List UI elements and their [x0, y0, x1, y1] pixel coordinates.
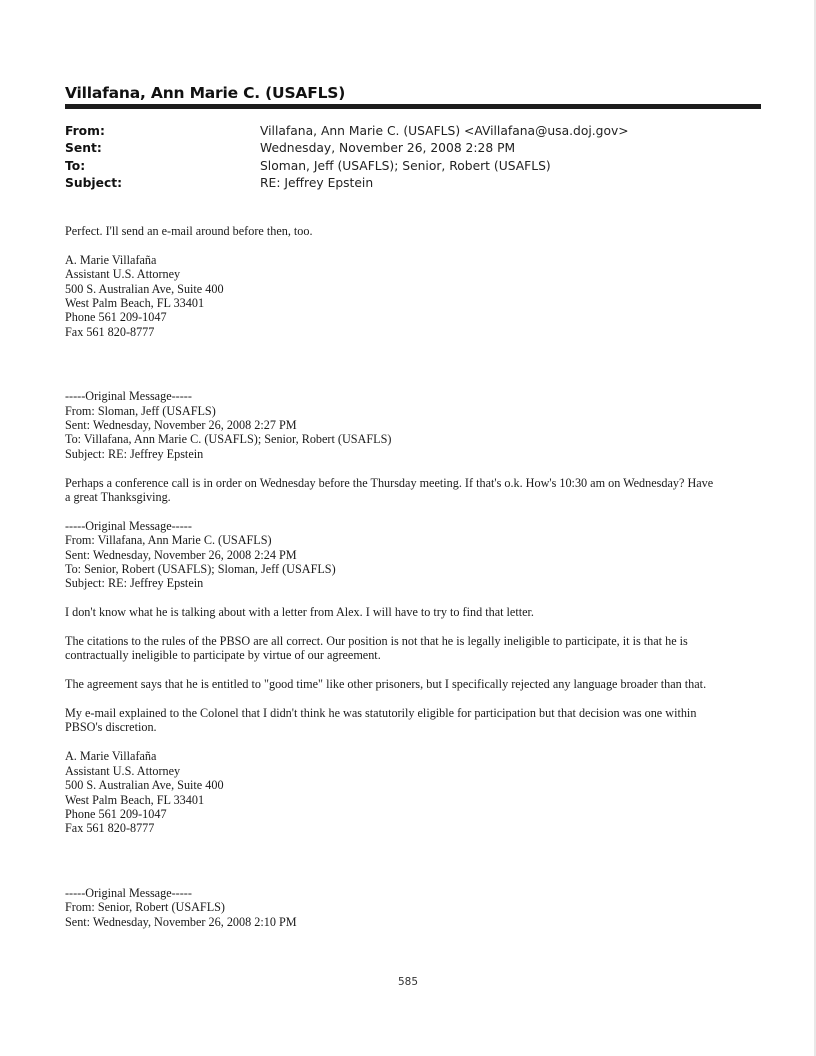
message1-body: Perfect. I'll send an e-mail around before then, too. — [65, 224, 313, 238]
message2-from: From: Sloman, Jeff (USAFLS) — [65, 403, 216, 418]
header-row-subject — [65, 176, 765, 193]
title-rule — [65, 104, 761, 109]
sent-label: Sent: — [65, 141, 102, 156]
header-row-to — [65, 159, 765, 176]
original-message-3 — [65, 519, 765, 836]
message3-sent: Sent: Wednesday, November 26, 2008 2:24 PM — [65, 547, 297, 562]
message3-subject: Subject: RE: Jeffrey Epstein — [65, 576, 204, 591]
email-header — [65, 124, 765, 193]
signature-block-1 — [65, 253, 765, 339]
header-row-sent — [65, 141, 765, 158]
document-title: Villafana, Ann Marie C. (USAFLS) — [65, 84, 346, 102]
signature-phone: Phone 561 209-1047 — [65, 806, 167, 821]
message3-para3: The agreement says that he is entitled to "good time" like other prisoners, but I specifically rejected any language broader than that. — [65, 677, 707, 692]
signature-role: Assistant U.S. Attorney — [65, 267, 181, 282]
signature-address1: 500 S. Australian Ave, Suite 400 — [65, 281, 224, 296]
message4-sent: Sent: Wednesday, November 26, 2008 2:10 PM — [65, 914, 297, 929]
signature-name: A. Marie Villafaña — [65, 252, 157, 267]
signature-role: Assistant U.S. Attorney — [65, 763, 181, 778]
message4-from: From: Senior, Robert (USAFLS) — [65, 900, 225, 915]
email-body — [65, 224, 765, 929]
message3-separator: -----Original Message----- — [65, 518, 192, 533]
from-label: From: — [65, 124, 105, 138]
signature-block-2 — [65, 749, 765, 835]
sent-value: Wednesday, November 26, 2008 2:28 PM — [260, 141, 516, 156]
page-number: 585 — [397, 976, 419, 988]
message2-to: To: Villafana, Ann Marie C. (USAFLS); Senior, Robert (USAFLS) — [65, 432, 392, 447]
subject-value: RE: Jeffrey Epstein — [260, 175, 374, 190]
from-value: Villafana, Ann Marie C. (USAFLS) <AVillafana@usa.doj.gov> — [260, 124, 629, 138]
signature-address2: West Palm Beach, FL 33401 — [65, 792, 205, 807]
message3-from: From: Villafana, Ann Marie C. (USAFLS) — [65, 533, 272, 548]
message2-separator: -----Original Message----- — [65, 389, 192, 404]
signature-fax: Fax 561 820-8777 — [65, 324, 155, 339]
message2-subject: Subject: RE: Jeffrey Epstein — [65, 446, 204, 461]
message2-body-line2: a great Thanksgiving. — [65, 490, 171, 505]
to-value: Sloman, Jeff (USAFLS); Senior, Robert (USAFLS) — [260, 158, 551, 173]
message3-para2-line1: The citations to the rules of the PBSO are all correct. Our position is not that he is legally ineligible to participate, it is that he is — [65, 634, 688, 649]
signature-phone: Phone 561 209-1047 — [65, 310, 167, 325]
message3-para4-line1: My e-mail explained to the Colonel that I didn't think he was statutorily eligible for participation but that decision was one within — [65, 706, 697, 721]
message3-para1: I don't know what he is talking about with a letter from Alex. I will have to try to find that letter. — [65, 605, 534, 620]
message2-sent: Sent: Wednesday, November 26, 2008 2:27 PM — [65, 418, 297, 433]
signature-address2: West Palm Beach, FL 33401 — [65, 296, 205, 311]
signature-name: A. Marie Villafaña — [65, 749, 157, 764]
header-row-from — [65, 124, 765, 141]
message3-to: To: Senior, Robert (USAFLS); Sloman, Jeff (USAFLS) — [65, 562, 336, 577]
message2-body-line1: Perhaps a conference call is in order on Wednesday before the Thursday meeting. If that's o.k. How's 10:30 am on Wednesday? Have — [65, 475, 714, 490]
subject-label: Subject: — [65, 175, 123, 190]
original-message-4 — [65, 886, 765, 929]
message4-separator: -----Original Message----- — [65, 885, 192, 900]
signature-fax: Fax 561 820-8777 — [65, 821, 155, 836]
message3-para4-line2: PBSO's discretion. — [65, 720, 157, 735]
message3-para2-line2: contractually ineligible to participate by virtue of our agreement. — [65, 648, 381, 663]
original-message-2 — [65, 389, 765, 504]
signature-address1: 500 S. Australian Ave, Suite 400 — [65, 778, 224, 793]
to-label: To: — [65, 158, 86, 173]
